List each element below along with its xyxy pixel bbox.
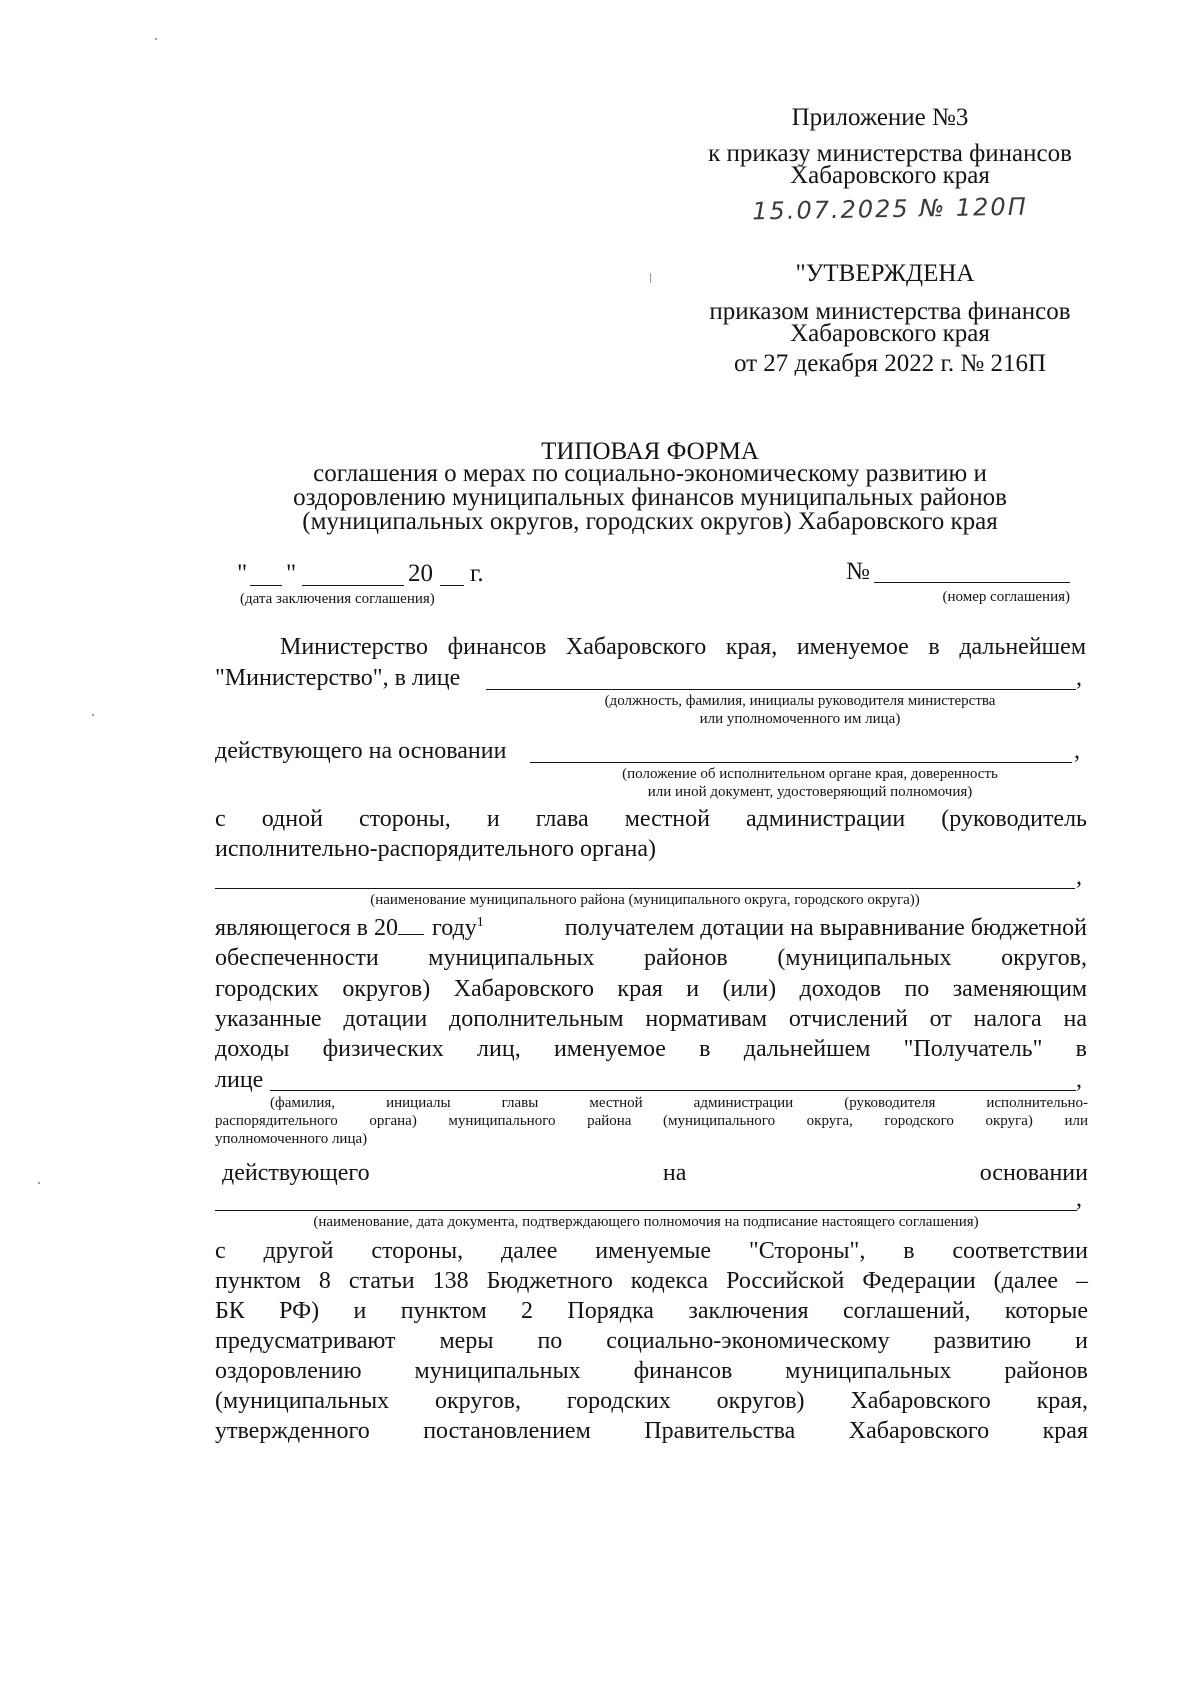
approved-by-order: приказом министерства финансов — [709, 298, 1071, 325]
scan-speck — [38, 1182, 40, 1184]
footnote-mark: 1 — [476, 915, 484, 930]
form-subtitle-line: соглашения о мерах по социально-экономическому развитию и — [313, 460, 987, 487]
year-blank — [440, 585, 464, 586]
body-line: лице — [215, 1067, 264, 1093]
body-line: оздоровлению муниципальных финансов муниципальных районов — [215, 1358, 1088, 1384]
number-sign: № — [846, 558, 870, 585]
appendix-label: Приложение №3 — [791, 104, 969, 131]
year-blank — [398, 933, 424, 935]
comma: , — [1074, 738, 1080, 764]
field-caption: уполномоченного лица) — [215, 1131, 368, 1147]
body-line: с одной стороны, и глава местной администрации (руководитель — [215, 806, 1087, 832]
handwritten-date-number: 15.07.2025 № 120П — [752, 192, 1028, 226]
body-line: доходы физических лиц, именуемое в дальнейшем "Получатель" в — [215, 1036, 1087, 1062]
field-caption: распорядительного органа) муниципального района (муниципального округа, городского округа) или — [215, 1113, 1088, 1129]
day-blank — [250, 585, 282, 586]
scan-speck — [92, 714, 94, 716]
field-caption: (наименование муниципального района (муниципального округа, городского округа)) — [370, 892, 920, 908]
comma: , — [1076, 1067, 1082, 1093]
body-line: являющегося в 20 году$^1$ получателем дотации на выравнивание бюджетной — [215, 915, 1087, 941]
signatory-blank — [486, 689, 1076, 690]
authority-document-blank — [215, 1210, 1077, 1211]
date-quote-close: " — [286, 560, 297, 587]
number-caption: (номер соглашения) — [942, 589, 1070, 605]
approved-date: от 27 декабря 2022 г. № 216П — [733, 350, 1047, 377]
body-line: утвержденного постановлением Правительства Хабаровского края — [215, 1418, 1088, 1444]
body-line: исполнительно-распорядительного органа) — [215, 836, 656, 862]
form-subtitle-line: (муниципальных округов, городских округов) Хабаровского края — [302, 508, 998, 535]
month-blank — [302, 585, 404, 586]
body-line: городских округов) Хабаровского края и (или) доходов по заменяющим — [215, 976, 1087, 1002]
body-line: Министерство финансов Хабаровского края, именуемое в дальнейшем — [280, 634, 1086, 660]
comma: , — [1076, 864, 1082, 890]
date-caption: (дата заключения соглашения) — [240, 591, 435, 607]
field-caption: (должность, фамилия, инициалы руководителя министерства — [604, 693, 996, 709]
approved-title: "УТВЕРЖДЕНА — [795, 260, 975, 287]
form-title: ТИПОВАЯ ФОРМА — [541, 438, 759, 465]
body-line: действующего на основании — [222, 1160, 1088, 1186]
body-line: пунктом 8 статьи 138 Бюджетного кодекса Российской Федерации (далее – — [215, 1268, 1088, 1294]
body-line: (муниципальных округов, городских округов) Хабаровского края, — [215, 1388, 1088, 1414]
scan-speck — [155, 38, 157, 40]
region-label: Хабаровского края — [790, 162, 990, 189]
comma: , — [1076, 1186, 1082, 1212]
date-quote-open: " — [237, 560, 248, 587]
body-line: с другой стороны, далее именуемые "Стороны", в соответствии — [215, 1238, 1088, 1264]
field-caption: или иной документ, удостоверяющий полномочия) — [647, 784, 973, 800]
order-reference: к приказу министерства финансов — [708, 140, 1072, 167]
body-line: действующего на основании — [215, 738, 507, 764]
municipality-name-blank — [215, 888, 1075, 889]
field-caption: или уполномоченного им лица) — [699, 711, 901, 727]
year-suffix: г. — [470, 560, 484, 587]
body-line: обеспеченности муниципальных районов (муниципальных округов, — [215, 945, 1087, 971]
body-line: БК РФ) и пунктом 2 Порядка заключения соглашений, которые — [215, 1298, 1088, 1324]
year-prefix: 20 — [408, 560, 433, 587]
body-line: указанные дотации дополнительным нормативам отчислений от налога на — [215, 1006, 1087, 1032]
body-line: "Министерство", в лице — [215, 665, 461, 691]
field-caption: (наименование, дата документа, подтверждающего полномочия на подписание настоящего соглашения) — [313, 1214, 979, 1230]
basis-document-blank — [530, 762, 1072, 763]
form-subtitle-line: оздоровлению муниципальных финансов муниципальных районов — [293, 484, 1007, 511]
field-caption: (фамилия, инициалы главы местной администрации (руководителя исполнительно- — [270, 1095, 1088, 1111]
body-line: предусматривают меры по социально-экономическому развитию и — [215, 1328, 1088, 1354]
field-caption: (положение об исполнительном органе края, доверенность — [622, 766, 998, 782]
recipient-head-blank — [270, 1090, 1076, 1091]
scan-speck — [650, 273, 651, 283]
comma: , — [1076, 665, 1082, 691]
agreement-number-blank — [874, 582, 1070, 583]
recipient-year-text: являющегося в 20 году$^1$ — [215, 915, 484, 941]
approved-region: Хабаровского края — [790, 320, 990, 347]
